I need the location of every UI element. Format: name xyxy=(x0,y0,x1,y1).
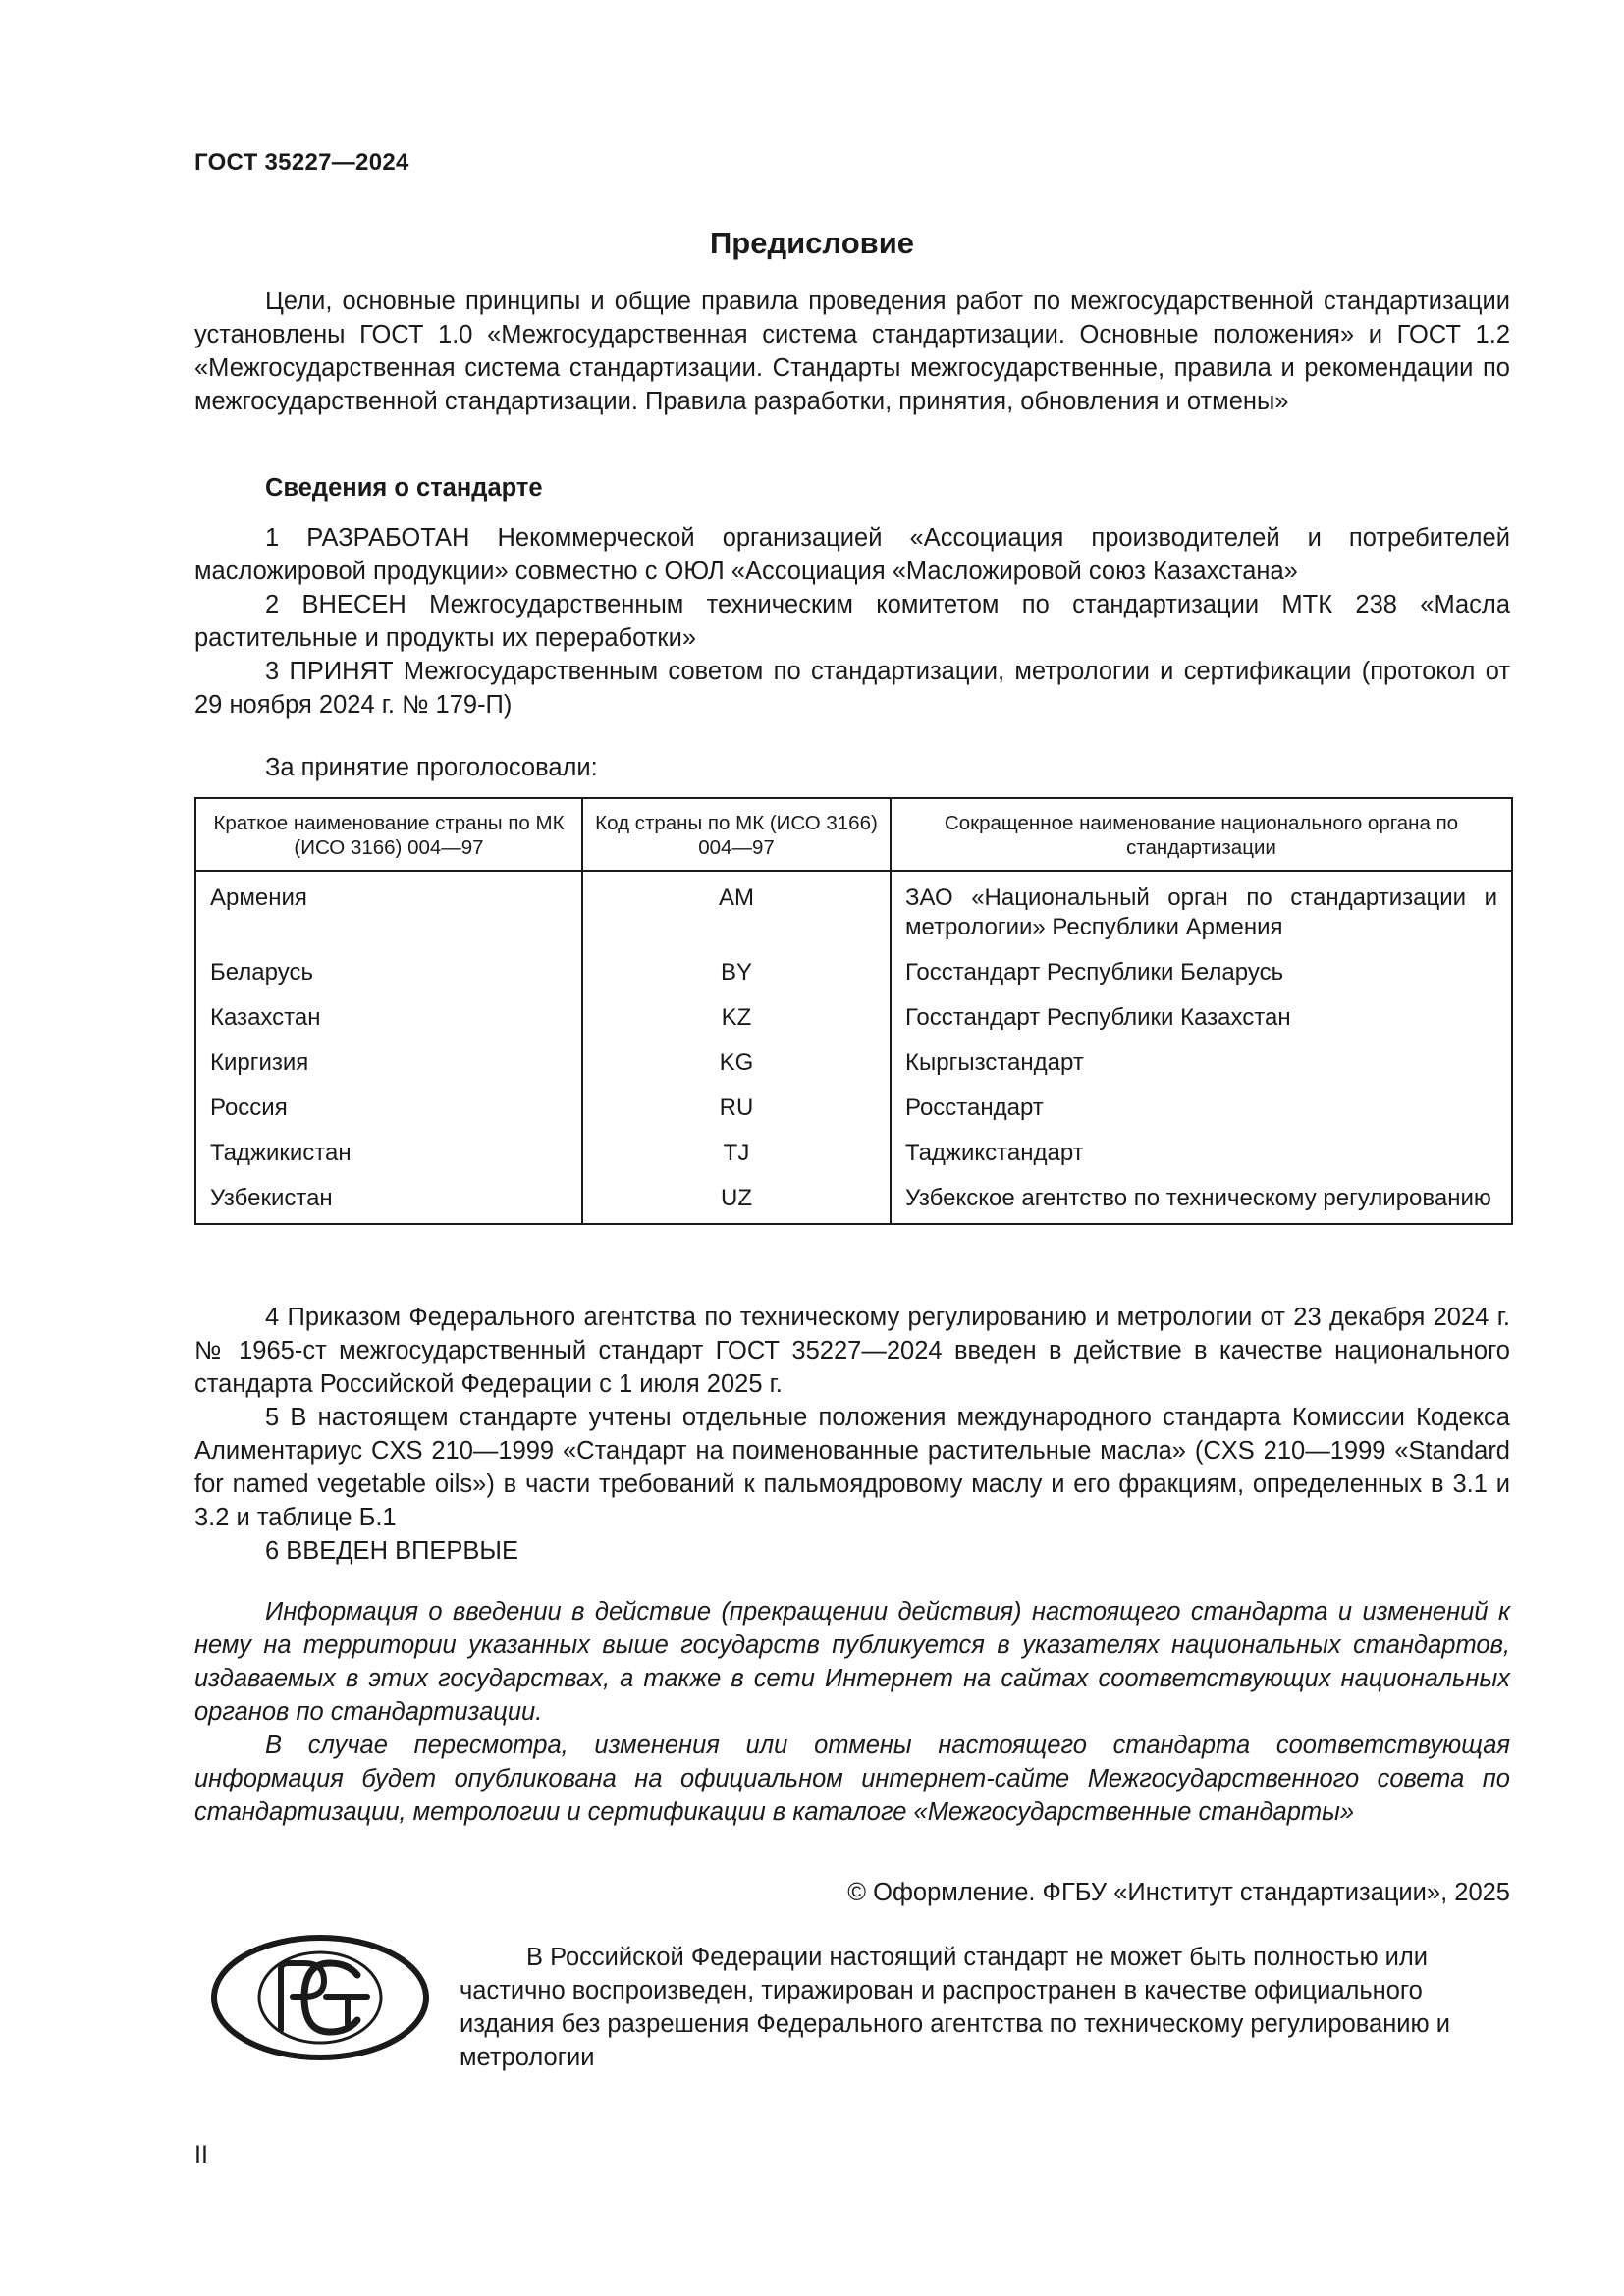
document-code: ГОСТ 35227—2024 xyxy=(194,149,409,176)
org-cell: Росстандарт xyxy=(891,1094,1512,1139)
code-cell: KG xyxy=(582,1048,891,1094)
table-row xyxy=(195,1003,1512,1048)
country-cell: Казахстан xyxy=(195,1003,582,1048)
table-header-row xyxy=(195,798,1512,871)
org-cell: ЗАО «Национальный орган по стандартизации и метрологии» Республики Армения xyxy=(891,871,1512,958)
org-cell: Госстандарт Республики Казахстан xyxy=(891,1003,1512,1048)
page-number: II xyxy=(194,2141,208,2168)
country-cell: Узбекистан xyxy=(195,1184,582,1224)
column-header-code: Код страны по МК (ИСО 3166) 004—97 xyxy=(582,798,891,871)
code-cell: TJ xyxy=(582,1139,891,1184)
note-paragraph-2: В случае пересмотра, изменения или отмены настоящего стандарта соответствующая информация будет опубликована на официальном интернет-сайте Межгосударственного совета по стандартизации, метрологии и сертификации в каталоге «Межгосударственные стандарты» xyxy=(194,1732,1510,1826)
code-cell: AM xyxy=(582,871,891,958)
enactment-item-4: 4 Приказом Федерального агентства по техническому регулированию и метрологии от 23 декабря 2024 г. № 1965-ст межгосударственный стандарт ГОСТ 35227—2024 введен в действие в качестве национального стандарта Российской Федерации с 1 июля 2025 г. xyxy=(194,1304,1510,1398)
publication-notes xyxy=(194,1595,1510,1829)
org-cell: Узбекское агентство по техническому регулированию xyxy=(891,1184,1512,1224)
table-row xyxy=(195,1094,1512,1139)
org-cell: Госстандарт Республики Беларусь xyxy=(891,958,1512,1003)
voting-states-table xyxy=(194,797,1513,1225)
country-cell: Россия xyxy=(195,1094,582,1139)
intro-paragraph-block xyxy=(194,285,1510,418)
code-cell: BY xyxy=(582,958,891,1003)
enactment-item-5: 5 В настоящем стандарте учтены отдельные положения международного стандарта Комиссии Кодекса Алиментариус CXS 210—1999 «Стандарт на поименованные растительные масла» (CXS 210—1999 «Standard for named vegetable oils») в части требований к пальмоядровому маслу и его фракциям, определенных в 3.1 и 3.2 и таблице Б.1 xyxy=(194,1404,1510,1531)
about-item-1: 1 РАЗРАБОТАН Некоммерческой организацией «Ассоциация производителей и потребителей масложировой продукции» совместно с ОЮЛ «Ассоциация «Масложировой союз Казахстана» xyxy=(194,524,1510,585)
table-row xyxy=(195,871,1512,958)
about-item-3: 3 ПРИНЯТ Межгосударственным советом по стандартизации, метрологии и сертификации (протокол от 29 ноября 2024 г. № 179-П) xyxy=(194,658,1510,719)
column-header-country: Краткое наименование страны по МК (ИСО 3166) 004—97 xyxy=(195,798,582,871)
rights-notice-block xyxy=(460,1941,1511,2074)
table-row xyxy=(195,1139,1512,1184)
about-items xyxy=(194,521,1510,721)
org-cell: Таджикстандарт xyxy=(891,1139,1512,1184)
column-header-org: Сокращенное наименование национального органа по стандартизации xyxy=(891,798,1512,871)
country-cell: Армения xyxy=(195,871,582,958)
intro-paragraph: Цели, основные принципы и общие правила проведения работ по межгосударственной стандартизации установлены ГОСТ 1.0 «Межгосударственная система стандартизации. Основные положения» и ГОСТ 1.2 «Межгосударственная система стандартизации. Стандарты межгосударственные, правила и рекомендации по межгосударственной стандартизации. Правила разработки, принятия, обновления и отмены» xyxy=(194,288,1510,415)
note-paragraph-1: Информация о введении в действие (прекращении действия) настоящего стандарта и изменений к нему на территории указанных выше государств публикуется в указателях национальных стандартов, издаваемых в этих государствах, а также в сети Интернет на сайтах соответствующих национальных органов по стандартизации. xyxy=(194,1598,1510,1726)
country-cell: Беларусь xyxy=(195,958,582,1003)
table-row xyxy=(195,1184,1512,1224)
table-row xyxy=(195,1048,1512,1094)
country-cell: Киргизия xyxy=(195,1048,582,1094)
rights-notice: В Российской Федерации настоящий стандарт не может быть полностью или частично воспроизведен, тиражирован и распространен в качестве официального издания без разрешения Федерального агентства по техническому регулированию и метрологии xyxy=(460,1944,1450,2071)
pst-certification-mark-icon xyxy=(210,1934,430,2061)
voted-label: За принятие проголосовали: xyxy=(265,754,598,781)
copyright-line: © Оформление. ФГБУ «Институт стандартизации», 2025 xyxy=(847,1879,1510,1906)
about-standard-heading: Сведения о стандарте xyxy=(265,474,543,502)
org-cell: Кыргызстандарт xyxy=(891,1048,1512,1094)
code-cell: UZ xyxy=(582,1184,891,1224)
enactment-item-6: 6 ВВЕДЕН ВПЕРВЫЕ xyxy=(265,1537,519,1565)
about-item-2: 2 ВНЕСЕН Межгосударственным техническим комитетом по стандартизации МТК 238 «Масла растительные и продукты их переработки» xyxy=(194,591,1510,652)
code-cell: RU xyxy=(582,1094,891,1139)
code-cell: KZ xyxy=(582,1003,891,1048)
table-row xyxy=(195,958,1512,1003)
page-title: Предисловие xyxy=(709,226,914,260)
enactment-items xyxy=(194,1301,1510,1568)
country-cell: Таджикистан xyxy=(195,1139,582,1184)
